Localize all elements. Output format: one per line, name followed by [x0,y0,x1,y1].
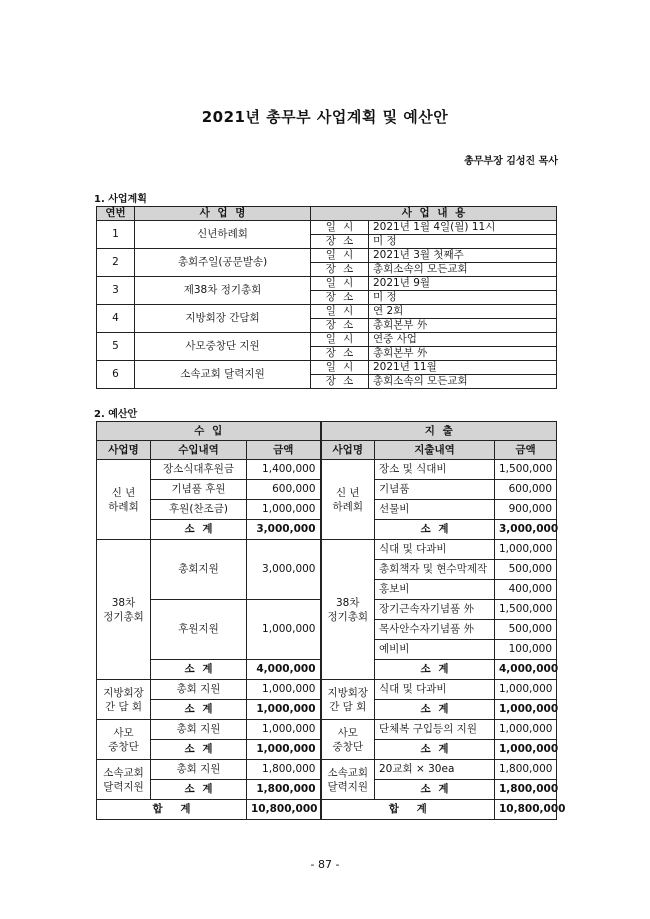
table-row [97,680,557,700]
table-row [97,277,557,291]
group-name-income: 소속교회 달력지원 [97,760,151,800]
expense-item: 기념품 [375,480,495,500]
expense-header: 지 출 [321,422,557,441]
expense-amount: 400,000 [495,580,557,600]
expense-amount: 1,000,000 [495,720,557,740]
expense-amount: 500,000 [495,620,557,640]
income-item: 총회 지원 [151,720,247,740]
place-label: 장 소 [311,375,369,389]
income-amount: 600,000 [247,480,321,500]
col-income-amount: 금액 [247,441,321,460]
table-row [97,305,557,319]
subtotal-label: 소 계 [151,520,247,540]
col-expense-amount: 금액 [495,441,557,460]
income-subtotal: 4,000,000 [247,660,321,680]
table-row [97,333,557,347]
date-value: 2021년 1월 4일(월) 11시 [369,221,557,235]
place-label: 장 소 [311,263,369,277]
group-name-expense: 신 년 하례회 [321,460,375,540]
expense-item: 장소 및 식대비 [375,460,495,480]
row-number: 4 [97,305,135,333]
expense-item: 예비비 [375,640,495,660]
group-name-income: 38차 정기총회 [97,540,151,680]
income-amount: 1,000,000 [247,600,321,660]
income-item: 총회 지원 [151,680,247,700]
budget-table-body [97,460,566,820]
date-label: 일 시 [311,249,369,263]
expense-amount: 1,000,000 [495,540,557,560]
section1-heading: 1. 사업계획 [94,194,147,205]
total-expense: 10,800,000 [495,800,557,820]
expense-subtotal: 1,800,000 [495,780,557,800]
income-item: 후원(찬조금) [151,500,247,520]
col-expense-name: 사업명 [321,441,375,460]
group-name-income: 신 년 하례회 [97,460,151,540]
expense-amount: 900,000 [495,500,557,520]
income-item: 기념품 후원 [151,480,247,500]
expense-amount: 1,000,000 [495,680,557,700]
plan-table-body [97,221,557,389]
group-name-expense: 사모 중창단 [321,720,375,760]
date-value: 2021년 11월 [369,361,557,375]
total-label-income: 합 계 [97,800,247,820]
author-line: 총무부장 김성진 목사 [464,156,558,167]
table-row [97,221,557,235]
income-amount: 3,000,000 [247,540,321,600]
place-value: 미 정 [369,291,557,305]
date-label: 일 시 [311,277,369,291]
expense-item: 20교회 × 30ea [375,760,495,780]
col-income-detail: 수입내역 [151,441,247,460]
total-row [97,800,557,820]
expense-item: 총회책자 및 현수막제작 [375,560,495,580]
expense-item: 식대 및 다과비 [375,540,495,560]
group-name-income: 사모 중창단 [97,720,151,760]
header-name: 사 업 명 [135,207,311,221]
table-row [97,460,557,480]
subtotal-label: 소 계 [375,520,495,540]
col-expense-detail: 지출내역 [375,441,495,460]
expense-amount: 500,000 [495,560,557,580]
expense-item: 식대 및 다과비 [375,680,495,700]
place-label: 장 소 [311,235,369,249]
date-value: 연중 사업 [369,333,557,347]
place-value: 총회소속의 모든교회 [369,263,557,277]
budget-table [96,421,566,820]
project-name: 신년하례회 [135,221,311,249]
expense-amount: 1,800,000 [495,760,557,780]
project-name: 제38차 정기총회 [135,277,311,305]
income-amount: 1,800,000 [247,760,321,780]
section2-heading: 2. 예산안 [94,409,138,420]
date-value: 연 2회 [369,305,557,319]
expense-amount: 100,000 [495,640,557,660]
subtotal-label: 소 계 [151,700,247,720]
group-name-expense: 38차 정기총회 [321,540,375,680]
date-value: 2021년 3월 첫째주 [369,249,557,263]
project-name: 소속교회 달력지원 [135,361,311,389]
expense-subtotal: 3,000,000 [495,520,557,540]
expense-amount: 600,000 [495,480,557,500]
row-number: 3 [97,277,135,305]
place-value: 미 정 [369,235,557,249]
income-amount: 1,000,000 [247,680,321,700]
table-row [97,540,557,560]
table-row [97,361,557,375]
expense-subtotal: 1,000,000 [495,740,557,760]
group-name-income: 지방회장 간 담 회 [97,680,151,720]
plan-table [96,206,557,389]
income-subtotal: 1,000,000 [247,740,321,760]
income-item: 총회지원 [151,540,247,600]
subtotal-label: 소 계 [375,700,495,720]
subtotal-label: 소 계 [151,660,247,680]
row-number: 6 [97,361,135,389]
page-title: 2021년 총무부 사업계획 및 예산안 [201,108,449,126]
table-row [97,760,557,780]
income-item: 장소식대후원금 [151,460,247,480]
expense-item: 단체복 구입등의 지원 [375,720,495,740]
expense-item: 홍보비 [375,580,495,600]
expense-amount: 1,500,000 [495,460,557,480]
page-number: - 87 - [310,858,340,871]
project-name: 총회주일(공문발송) [135,249,311,277]
date-label: 일 시 [311,361,369,375]
row-number: 5 [97,333,135,361]
subtotal-label: 소 계 [375,660,495,680]
date-label: 일 시 [311,221,369,235]
income-amount: 1,400,000 [247,460,321,480]
expense-item: 선물비 [375,500,495,520]
group-name-expense: 소속교회 달력지원 [321,760,375,800]
table-row [97,720,557,740]
income-header: 수 입 [97,422,321,441]
group-name-expense: 지방회장 간 담 회 [321,680,375,720]
subtotal-label: 소 계 [375,780,495,800]
income-amount: 1,000,000 [247,500,321,520]
subtotal-label: 소 계 [151,780,247,800]
expense-subtotal: 1,000,000 [495,700,557,720]
expense-item: 장기근속자기념품 外 [375,600,495,620]
income-amount: 1,000,000 [247,720,321,740]
date-label: 일 시 [311,305,369,319]
place-value: 총회본부 外 [369,319,557,333]
date-value: 2021년 9월 [369,277,557,291]
expense-item: 목사안수자기념품 外 [375,620,495,640]
header-content: 사 업 내 용 [311,207,557,221]
col-income-name: 사업명 [97,441,151,460]
subtotal-label: 소 계 [375,740,495,760]
project-name: 지방회장 간담회 [135,305,311,333]
place-value: 총회본부 外 [369,347,557,361]
row-number: 2 [97,249,135,277]
income-subtotal: 3,000,000 [247,520,321,540]
total-label-expense: 합 계 [321,800,495,820]
date-label: 일 시 [311,333,369,347]
subtotal-label: 소 계 [151,740,247,760]
row-number: 1 [97,221,135,249]
place-label: 장 소 [311,291,369,305]
expense-subtotal: 4,000,000 [495,660,557,680]
expense-amount: 1,500,000 [495,600,557,620]
place-value: 총회소속의 모든교회 [369,375,557,389]
project-name: 사모중창단 지원 [135,333,311,361]
place-label: 장 소 [311,347,369,361]
table-row [97,249,557,263]
total-income: 10,800,000 [247,800,321,820]
income-item: 총회 지원 [151,760,247,780]
income-item: 후원지원 [151,600,247,660]
header-no: 연번 [97,207,135,221]
place-label: 장 소 [311,319,369,333]
income-subtotal: 1,000,000 [247,700,321,720]
income-subtotal: 1,800,000 [247,780,321,800]
